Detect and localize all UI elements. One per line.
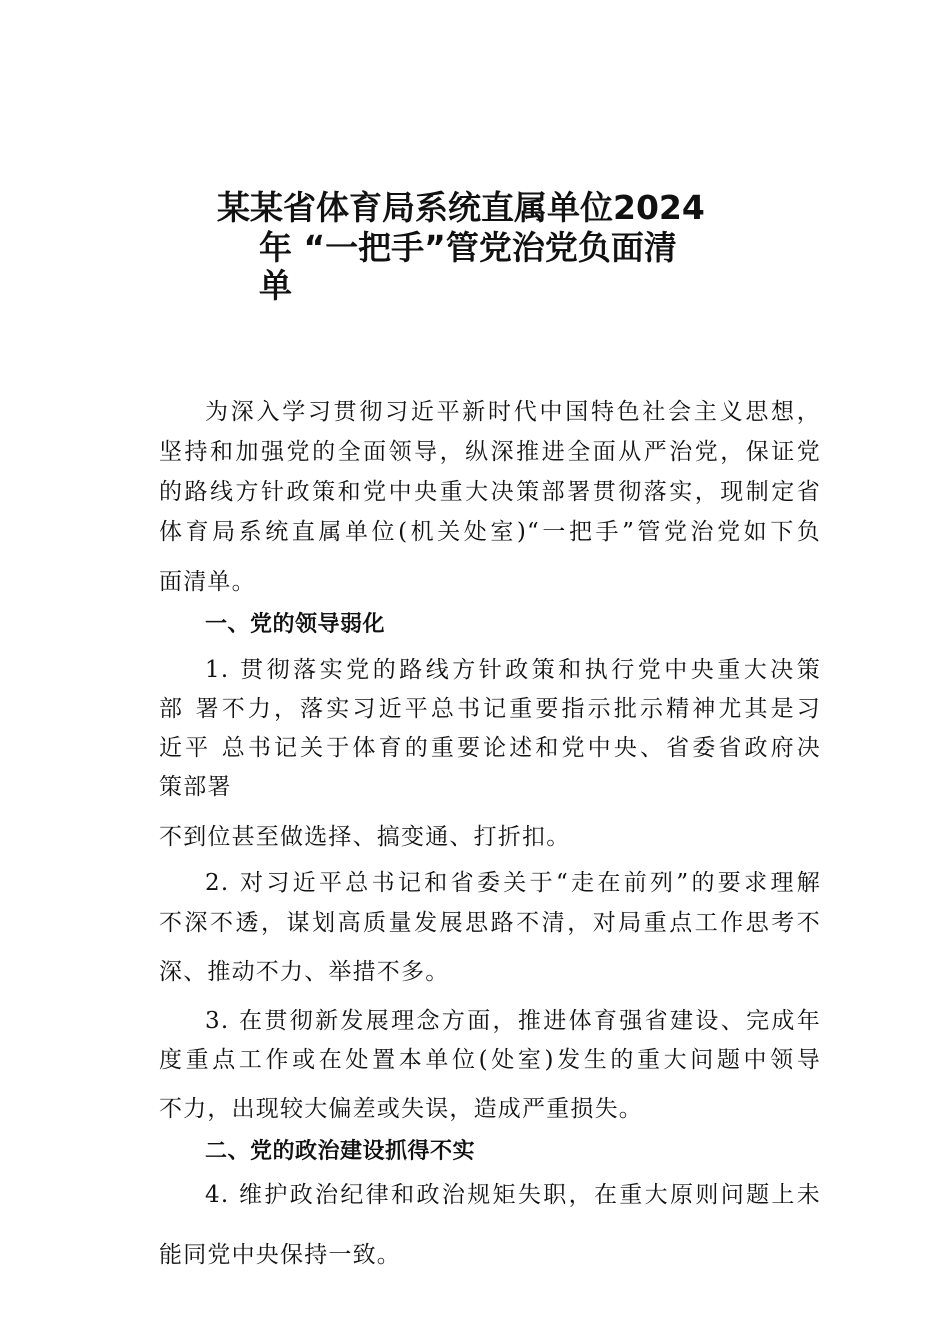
intro-line: 为深入学习贯彻习近平新时代中国特色社会主义思想， [205,399,821,425]
item-line: 部 署不力，落实习近平总书记重要指示批示精神尤其是习 [159,696,821,722]
section-heading-2: 二、党的政治建设抓得不实 [205,1139,476,1164]
intro-line: 的路线方针政策和党中央重大决策部署贯彻落实，现制定省 [159,479,821,505]
item-line: 3. 在贯彻新发展理念方面，推进体育强省建设、完成年 [205,1008,821,1034]
intro-line: 面清单。 [159,569,256,595]
intro-line: 体育局系统直属单位(机关处室)“一把手”管党治党如下负 [159,519,821,545]
item-line: 能同党中央保持一致。 [159,1242,401,1268]
document-title-line-3: 单 [259,266,292,305]
intro-line: 坚持和加强党的全面领导，纵深推进全面从严治党，保证党 [159,439,821,465]
item-line: 2. 对习近平总书记和省委关于“走在前列”的要求理解 [205,870,821,896]
section-heading-1: 一、党的领导弱化 [205,612,386,637]
item-line: 近平 总书记关于体育的重要论述和党中央、省委省政府决 [159,735,821,761]
item-line: 策部署 [159,774,232,800]
item-line: 1. 贯彻落实党的路线方针政策和执行党中央重大决策 [205,657,821,683]
document-title-line-1: 某某省体育局系统直属单位2024 [217,188,705,227]
item-line: 4. 维护政治纪律和政治规矩失职，在重大原则问题上未 [205,1182,821,1208]
item-line: 不到位甚至做选择、搞变通、打折扣。 [159,824,571,850]
document-title-line-2: 年 “一把手”管党治党负面清 [259,228,677,267]
item-line: 深、推动不力、举措不多。 [159,959,450,985]
item-line: 度重点工作或在处置本单位(处室)发生的重大问题中领导 [159,1047,821,1073]
item-line: 不力，出现较大偏差或失误，造成严重损失。 [159,1096,643,1122]
item-line: 不深不透，谋划高质量发展思路不清，对局重点工作思考不 [159,910,821,936]
